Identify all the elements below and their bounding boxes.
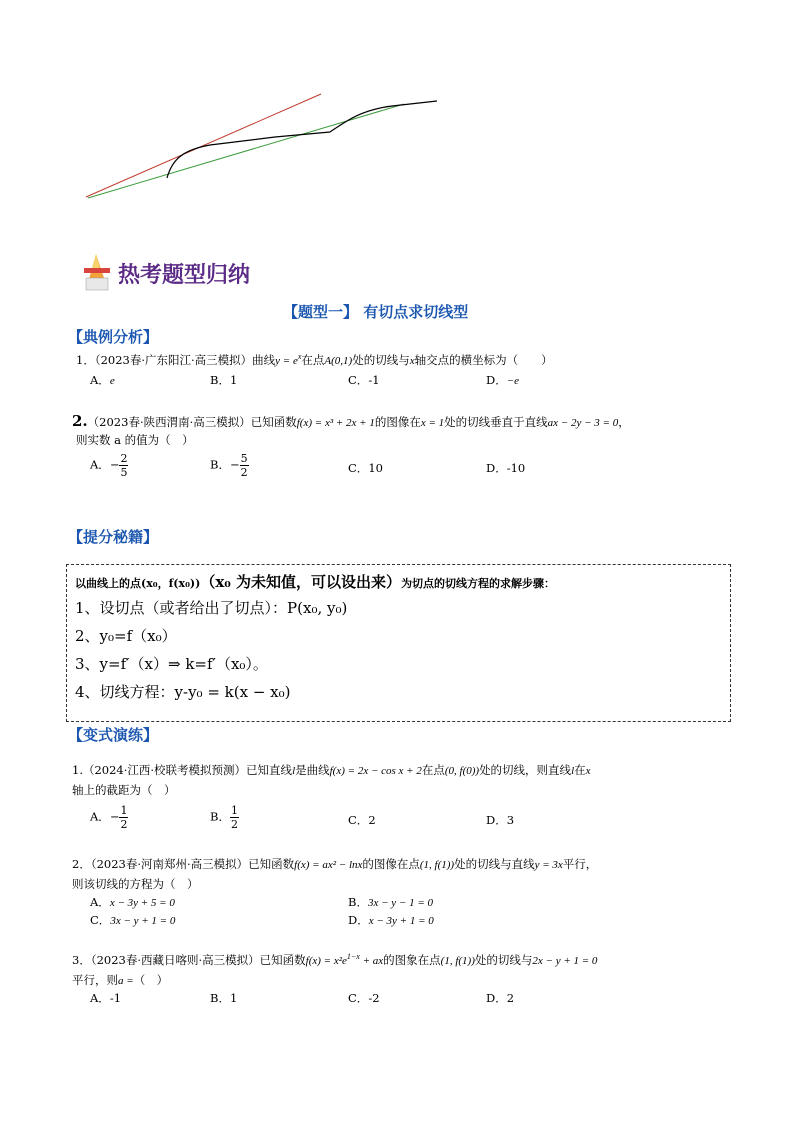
- tips-step-2: 2、y₀=f（x₀）: [75, 627, 177, 645]
- option-key: D．: [486, 813, 507, 827]
- p1-math-l: l: [292, 765, 296, 777]
- option-key: C．: [348, 813, 369, 827]
- option-key: A．: [90, 895, 110, 909]
- p3-math-1-sup: 1−x: [346, 952, 360, 962]
- p2-option-c[interactable]: [90, 912, 175, 928]
- p1-text-c: 在点: [421, 763, 445, 777]
- p3-math-3: 2x − y + 1 = 0: [532, 955, 598, 967]
- option-key: C．: [90, 913, 111, 927]
- option-key: B．: [210, 457, 230, 472]
- ex2-math-2: x = 1: [420, 417, 445, 429]
- p1-line-2: 轴上的截距为（ ）: [72, 783, 176, 797]
- p3-option-c[interactable]: [348, 990, 380, 1006]
- p1-math-x: x: [585, 765, 591, 777]
- ex2-option-d[interactable]: [486, 460, 525, 476]
- p3-option-d[interactable]: [486, 990, 514, 1006]
- ex1-option-c[interactable]: [348, 372, 380, 388]
- ex2-option-c[interactable]: [348, 460, 383, 476]
- tips-box: [66, 564, 731, 722]
- section-examples: 【典例分析】: [68, 328, 159, 346]
- p3-line-2: [72, 972, 168, 988]
- ex1-option-d[interactable]: [486, 372, 519, 388]
- option-key: C．: [348, 373, 369, 387]
- ex1-option-b[interactable]: [210, 372, 237, 388]
- p1-option-d[interactable]: [486, 812, 514, 828]
- option-value: e: [109, 375, 115, 387]
- option-value: 3x − y + 1 = 0: [110, 915, 176, 927]
- ex1-text-b: 在点: [301, 353, 325, 367]
- practice-1-question: [72, 762, 591, 778]
- p3-line2-a: 平行，则: [72, 973, 118, 987]
- option-denominator: 2: [230, 818, 238, 831]
- tips-step-3: 3、y=f′（x）⇒ k=f′（x₀）。: [75, 655, 268, 673]
- p3-text-c: 处的切线与: [474, 953, 533, 967]
- p3-math-1-b: + ax: [359, 955, 384, 967]
- p3-text-b: 的图象在点: [383, 953, 441, 967]
- option-numerator: 1: [230, 804, 238, 817]
- ex1-math-2: A(0,1): [324, 355, 353, 367]
- option-key: A．: [90, 457, 110, 472]
- ex1-text-c: 处的切线与: [352, 353, 410, 367]
- option-key: B．: [210, 809, 230, 824]
- tips-intro-b: （x₀ 为未知值，可以设出来）: [200, 573, 402, 591]
- p2-option-b[interactable]: [348, 894, 433, 910]
- ex1-text-d: 轴交点的横坐标为（ ）: [414, 353, 553, 367]
- ex2-line-2: 则实数 a 的值为（ ）: [76, 433, 194, 447]
- section-tips: 【提分秘籍】: [68, 528, 159, 546]
- option-key: C．: [348, 461, 369, 475]
- tips-intro-c: 为切点的切线方程的求解步骤：: [401, 577, 556, 590]
- header-title: 热考题型归纳: [118, 263, 251, 288]
- red-tangent-line: [86, 94, 321, 197]
- p2-text-c: 处的切线与直线: [454, 857, 535, 871]
- option-value: 1: [229, 373, 238, 387]
- p1-text-b: 是曲线: [295, 763, 330, 777]
- p3-math-4: a =: [118, 975, 134, 987]
- p3-option-a[interactable]: [90, 990, 121, 1006]
- option-value: −e: [506, 375, 520, 387]
- ex2-option-b[interactable]: [210, 452, 249, 479]
- ex2-option-a[interactable]: [90, 452, 128, 479]
- p2-math-1: f(x) = ax² − lnx: [294, 859, 363, 871]
- ex1-math-1: y = e: [275, 355, 298, 367]
- option-value: 3: [506, 813, 515, 827]
- ex2-text-c: 处的切线垂直于直线: [444, 415, 548, 429]
- option-denominator: 5: [120, 466, 128, 479]
- option-key: D．: [486, 461, 507, 475]
- example-1-question: 1．（2023春·广东阳江·高三模拟）曲线$y = e^x$在点A(0,1)处的切线与x轴交点的横坐标为（ ）: [76, 352, 553, 367]
- p1-math-2: (0, f(0)): [444, 765, 480, 777]
- option-numerator: 1: [120, 804, 128, 817]
- ex1-option-a[interactable]: [90, 372, 115, 388]
- option-value: x − 3y + 1 = 0: [368, 915, 434, 927]
- ex2-text-b: 的图像在: [374, 415, 421, 429]
- ex1-text-a: 1．（2023春·广东阳江·高三模拟）曲线: [76, 353, 276, 367]
- option-sign: −: [109, 809, 120, 824]
- option-sign: −: [109, 457, 120, 472]
- ex2-math-3: ax − 2y − 3 = 0: [547, 417, 619, 429]
- p1-text-a: 1.（2024·江西·校联考模拟预测）已知直线: [72, 763, 293, 777]
- tips-step-1: 1、设切点（或者给出了切点）：P(x₀, y₀): [75, 599, 348, 617]
- option-key: C．: [348, 991, 369, 1005]
- p3-option-b[interactable]: [210, 990, 237, 1006]
- p2-option-d[interactable]: [348, 912, 434, 928]
- p1-option-a[interactable]: [90, 804, 128, 831]
- p2-line-2: 则该切线的方程为（ ）: [72, 877, 199, 891]
- option-value: -1: [368, 373, 380, 387]
- option-key: A．: [90, 991, 110, 1005]
- p3-text-a: 3．（2023春·西藏日喀则·高三模拟）已知函数: [72, 953, 306, 967]
- pencil-icon: [80, 250, 114, 294]
- p3-math-1: f(x) = x²e: [305, 955, 347, 967]
- tips-step-4: 4、切线方程：y-y₀ = k(x − x₀): [75, 683, 291, 701]
- p2-text-b: 的图像在点: [362, 857, 420, 871]
- tangent-figure: [0, 0, 794, 240]
- p2-text-d: 平行，: [562, 857, 598, 871]
- example-2-question: [72, 412, 630, 430]
- black-curve: [167, 101, 437, 178]
- p1-text-e: 在: [574, 763, 586, 777]
- option-sign: −: [229, 457, 240, 472]
- option-denominator: 2: [120, 818, 128, 831]
- option-value: 10: [368, 461, 383, 475]
- p1-text-d: 处的切线，则直线: [479, 763, 572, 777]
- section-practice: 【变式演练】: [68, 726, 159, 744]
- p1-option-b[interactable]: [210, 804, 239, 831]
- topic-title: 【题型一】 有切点求切线型: [283, 303, 469, 321]
- green-tangent-line: [88, 104, 404, 198]
- ex1-math-3: x: [409, 355, 415, 367]
- p2-math-3: y = 3x: [534, 859, 563, 871]
- option-value: 3x − y − 1 = 0: [367, 897, 433, 909]
- option-key: A．: [90, 373, 110, 387]
- option-numerator: 2: [120, 452, 128, 465]
- option-key: B．: [348, 895, 368, 909]
- tips-intro-a: 以曲线上的点(x₀，f(x₀)): [75, 577, 201, 590]
- option-key: D．: [348, 913, 369, 927]
- p2-text-a: 2．（2023春·河南郑州·高三模拟）已知函数: [72, 857, 295, 871]
- practice-2-question: [72, 856, 597, 872]
- option-key: B．: [210, 991, 230, 1005]
- option-value: 2: [368, 813, 376, 827]
- option-denominator: 2: [240, 466, 248, 479]
- p3-line2-b: （ ）: [133, 973, 169, 987]
- ex2-text-d: ，: [618, 415, 630, 429]
- ex2-number: 2.: [72, 412, 88, 430]
- option-value: -2: [368, 991, 380, 1005]
- p3-math-2: (1, f(1)): [440, 955, 475, 967]
- option-numerator: 5: [240, 452, 248, 465]
- option-key: D．: [486, 373, 507, 387]
- ex2-math-1: f(x) = x³ + 2x + 1: [296, 417, 375, 429]
- practice-3-question: [72, 952, 597, 968]
- option-value: 1: [229, 991, 238, 1005]
- ex2-text-a: （2023春·陕西渭南·高三模拟）已知函数: [87, 415, 297, 429]
- option-value: 2: [506, 991, 515, 1005]
- option-key: A．: [90, 809, 110, 824]
- p1-math-l-2: l: [571, 765, 575, 777]
- option-value: -10: [506, 461, 526, 475]
- p1-math-1: f(x) = 2x − cos x + 2: [329, 765, 422, 777]
- p2-option-a[interactable]: [90, 894, 175, 910]
- tips-intro: [75, 571, 555, 592]
- p1-option-c[interactable]: [348, 812, 376, 828]
- option-key: B．: [210, 373, 230, 387]
- option-value: x − 3y + 5 = 0: [109, 897, 175, 909]
- option-value: -1: [109, 991, 122, 1005]
- p2-math-2: (1, f(1)): [419, 859, 455, 871]
- option-key: D．: [486, 991, 507, 1005]
